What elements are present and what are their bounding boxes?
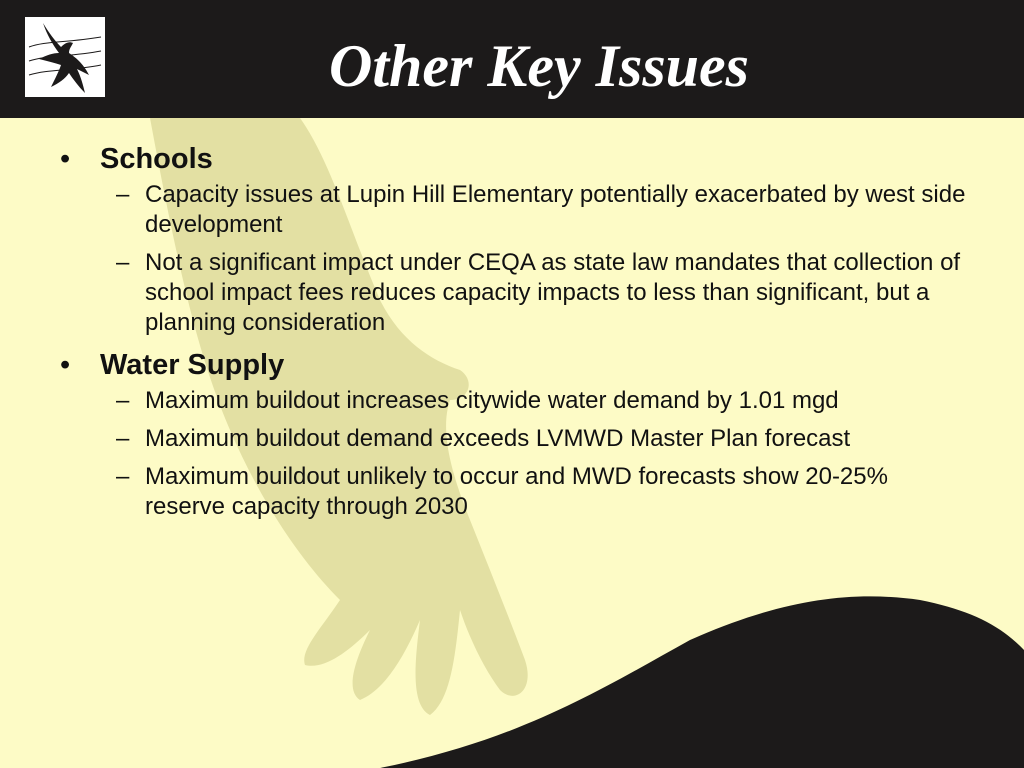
dash-icon: – [116,463,130,490]
sub-list [60,386,970,522]
sub-item-text: Maximum buildout demand exceeds LVMWD Master Plan forecast [145,425,851,452]
slide-title: Other Key Issues [328,33,750,99]
dash-icon: – [116,387,130,414]
list-item [60,346,970,522]
sub-item-text: Maximum buildout unlikely to occur and MWD forecasts show 20-25% reserve capacity through 2030 [145,463,888,520]
dash-icon: – [116,181,130,208]
list-item [60,248,970,338]
sub-item-text: Not a significant impact under CEQA as state law mandates that collection of school impact fees reduces capacity impacts to less than significant, but a planning consideration [145,249,961,336]
dash-icon: – [116,249,130,276]
dash-icon: – [116,425,130,452]
bullet-list [60,140,970,522]
sub-list [60,180,970,338]
list-item [60,386,970,416]
bullet-icon: • [60,143,71,175]
bullet-icon: • [60,349,71,381]
section-heading-water-supply [60,346,970,384]
slide-content [60,140,970,530]
header-bar [0,0,1024,118]
sub-item-text: Maximum buildout increases citywide water demand by 1.01 mgd [145,387,839,414]
section-heading-label: Water Supply [100,349,285,381]
sub-item-text: Capacity issues at Lupin Hill Elementary potentially exacerbated by west side development [145,181,966,238]
list-item [60,424,970,454]
section-heading-label: Schools [100,143,213,175]
section-heading-schools [60,140,970,178]
list-item [60,140,970,338]
list-item [60,180,970,240]
list-item [60,462,970,522]
